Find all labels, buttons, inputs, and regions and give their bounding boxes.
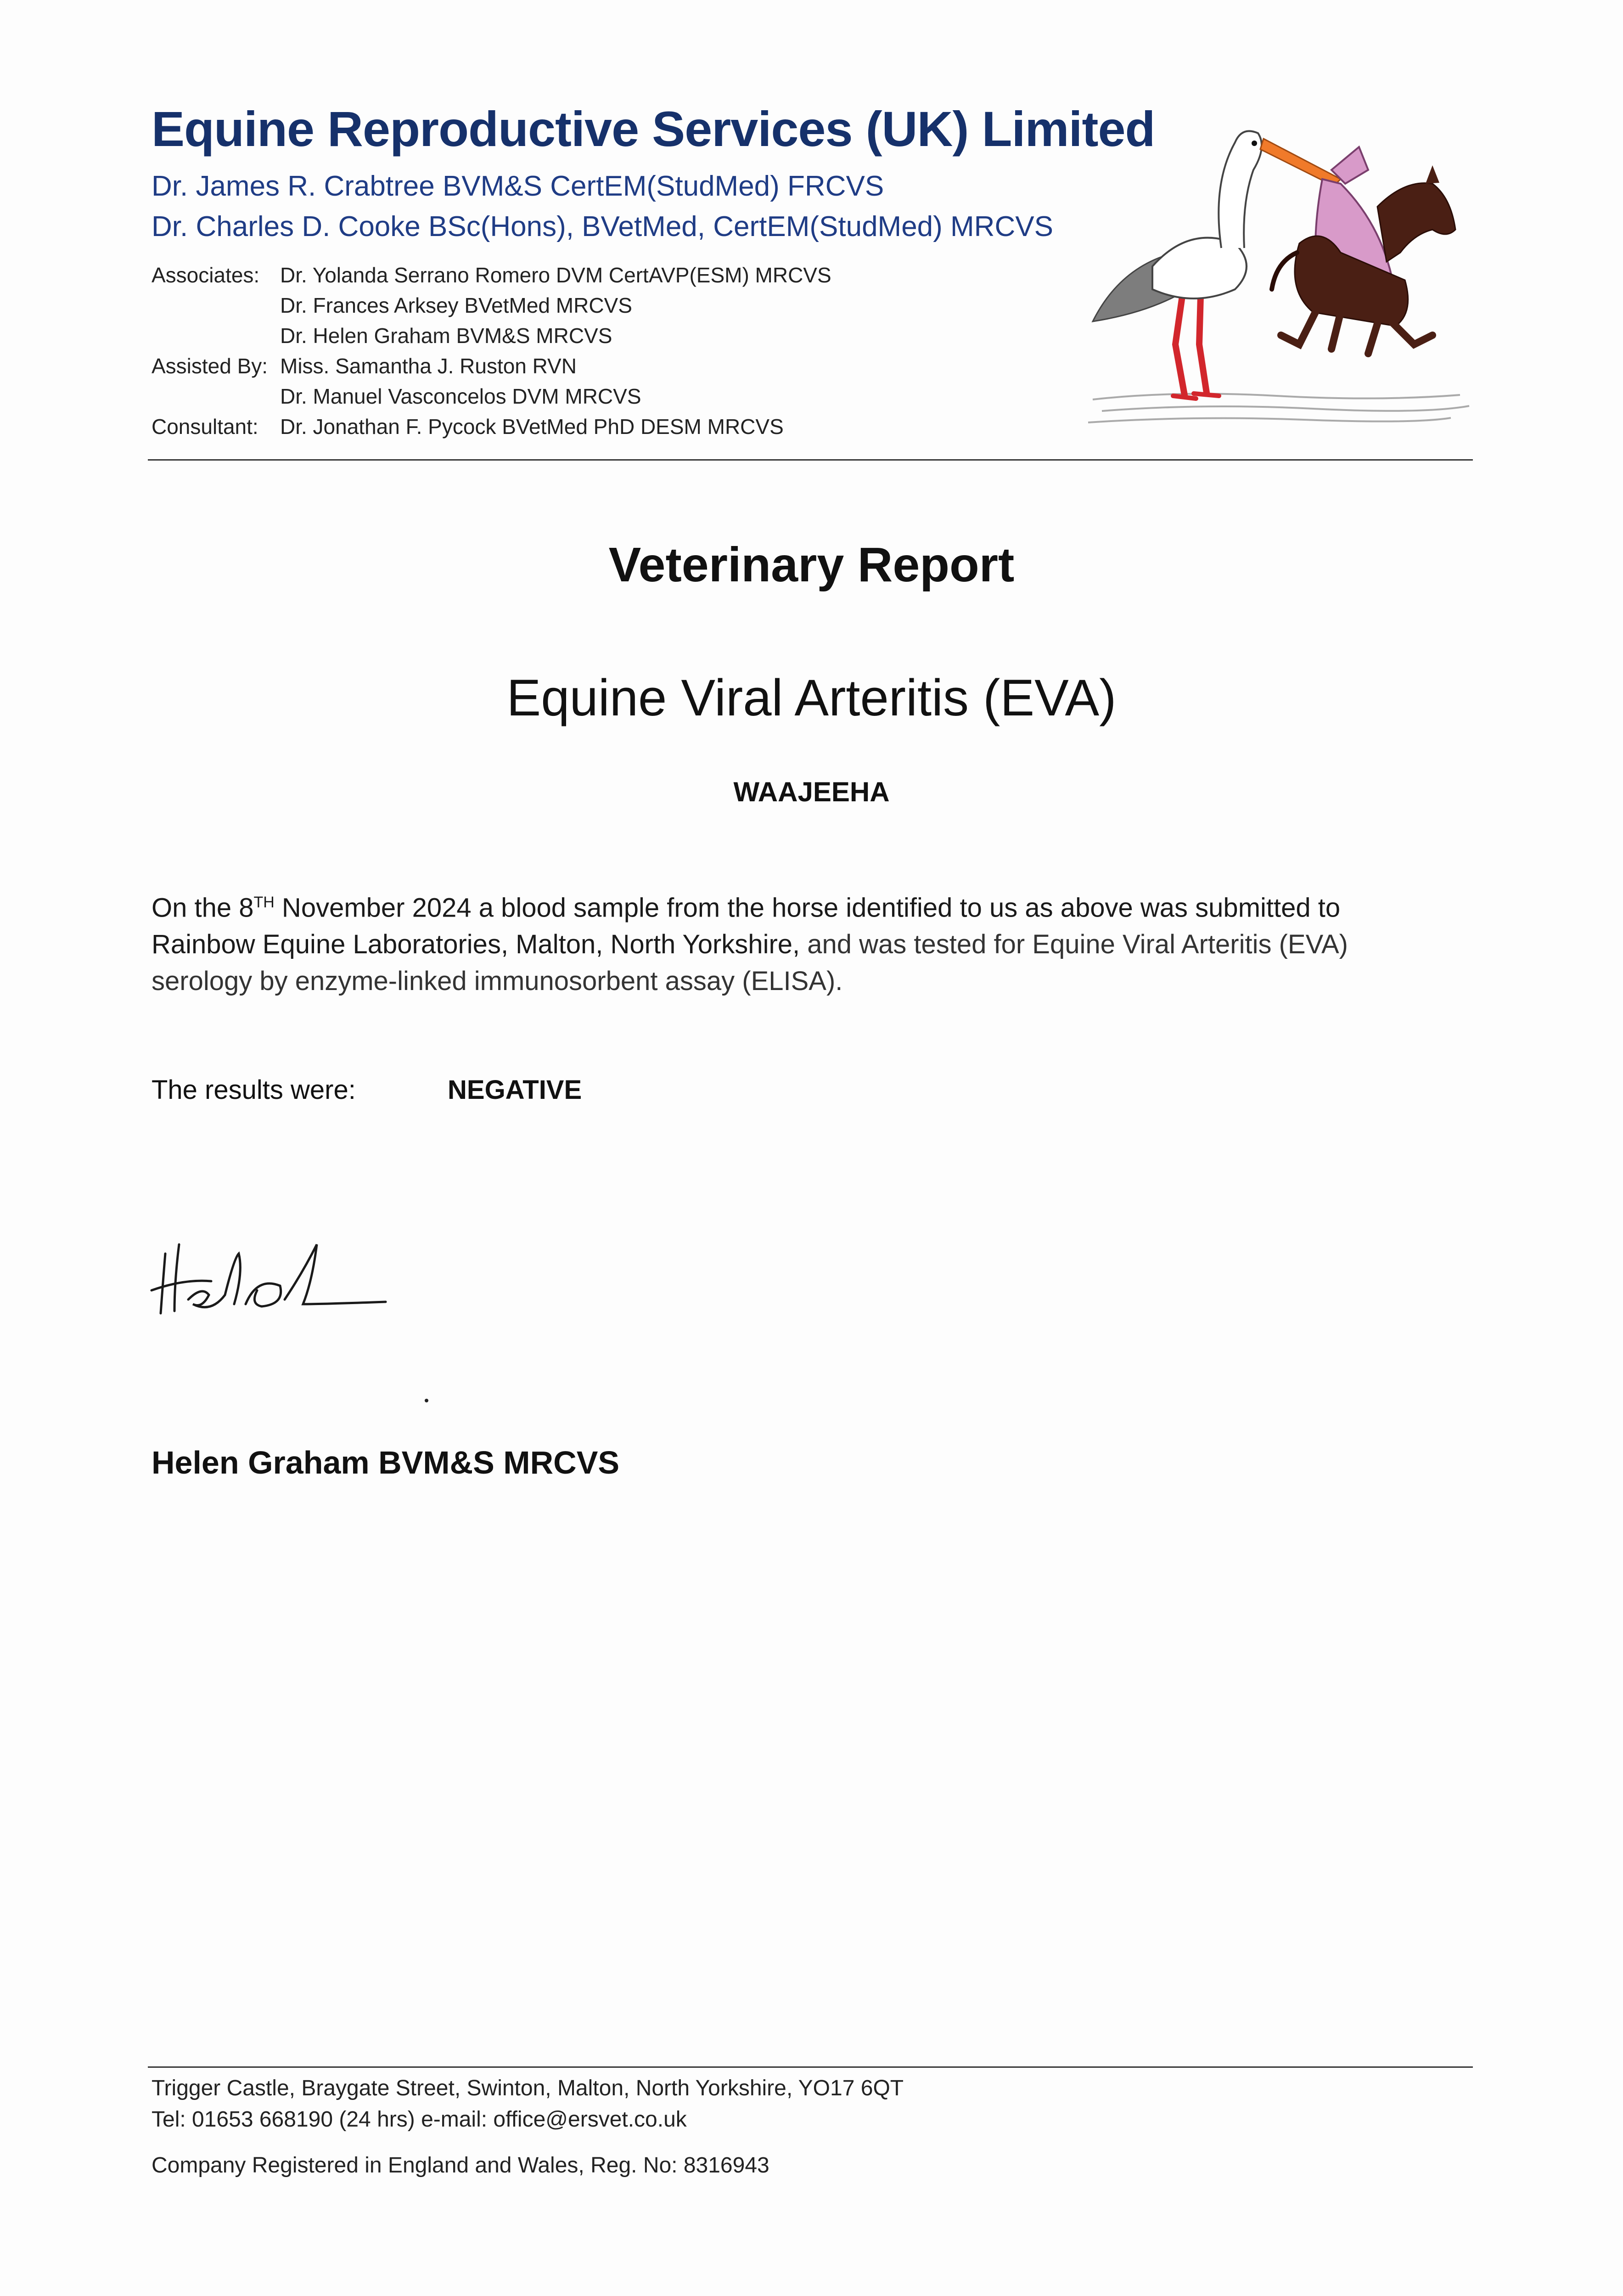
body-text-mid: November 2024 a blood sample from the horse identified to us as above was submitted to Rainbow Equine Laboratories, Malton, North Yorkshire, — [152, 893, 1341, 960]
footer-contact: Tel: 01653 668190 (24 hrs) e-mail: office@ersvet.co.uk — [152, 2107, 687, 2132]
staff-row — [152, 293, 632, 318]
staff-label: Assisted By: — [152, 354, 268, 378]
staff-name: Dr. Frances Arksey BVetMed MRCVS — [280, 293, 632, 317]
company-name: Equine Reproductive Services (UK) Limited — [152, 101, 1155, 157]
staff-row — [152, 263, 831, 287]
horse-name: WAAJEEHA — [733, 777, 890, 807]
staff-name: Dr. Helen Graham BVM&S MRCVS — [280, 324, 612, 348]
page-title: Veterinary Report — [608, 538, 1015, 592]
stork-carrying-foal-icon — [1084, 115, 1478, 432]
staff-row — [152, 414, 784, 439]
body-text-pre: On the 8 — [152, 893, 254, 923]
staff-label: Associates: — [152, 263, 260, 287]
staff-row — [152, 354, 577, 378]
staff-row — [152, 323, 612, 348]
staff-name: Miss. Samantha J. Ruston RVN — [280, 354, 577, 378]
staff-name: Dr. Manuel Vasconcelos DVM MRCVS — [280, 384, 641, 408]
partner-2: Dr. Charles D. Cooke BSc(Hons), BVetMed, CertEM(StudMed) MRCVS — [152, 211, 1053, 242]
ink-dot — [425, 1399, 428, 1402]
staff-label: Consultant: — [152, 415, 258, 439]
footer-address: Trigger Castle, Braygate Street, Swinton, Malton, North Yorkshire, YO17 6QT — [152, 2076, 904, 2100]
staff-name: Dr. Jonathan F. Pycock BVetMed PhD DESM MRCVS — [280, 415, 784, 439]
staff-row — [152, 384, 641, 409]
report-subtitle: Equine Viral Arteritis (EVA) — [506, 669, 1117, 726]
header-divider — [148, 459, 1473, 461]
results-value: NEGATIVE — [448, 1075, 582, 1105]
results-label: The results were: — [152, 1075, 356, 1105]
report-paragraph — [152, 884, 1446, 1000]
partner-1: Dr. James R. Crabtree BVM&S CertEM(StudMed) FRCVS — [152, 170, 884, 202]
staff-name: Dr. Yolanda Serrano Romero DVM CertAVP(ESM) MRCVS — [280, 263, 831, 287]
signatory-name: Helen Graham BVM&S MRCVS — [152, 1445, 620, 1480]
date-ordinal-suffix: TH — [253, 894, 275, 911]
footer-divider — [148, 2066, 1473, 2068]
handwritten-signature-icon — [147, 1235, 395, 1327]
body-text-post: and was tested for Equine Viral Arteritis (EVA) serology by enzyme-linked immunosorbent assay (ELISA). — [152, 929, 1348, 996]
footer-registration: Company Registered in England and Wales, Reg. No: 8316943 — [152, 2153, 769, 2178]
